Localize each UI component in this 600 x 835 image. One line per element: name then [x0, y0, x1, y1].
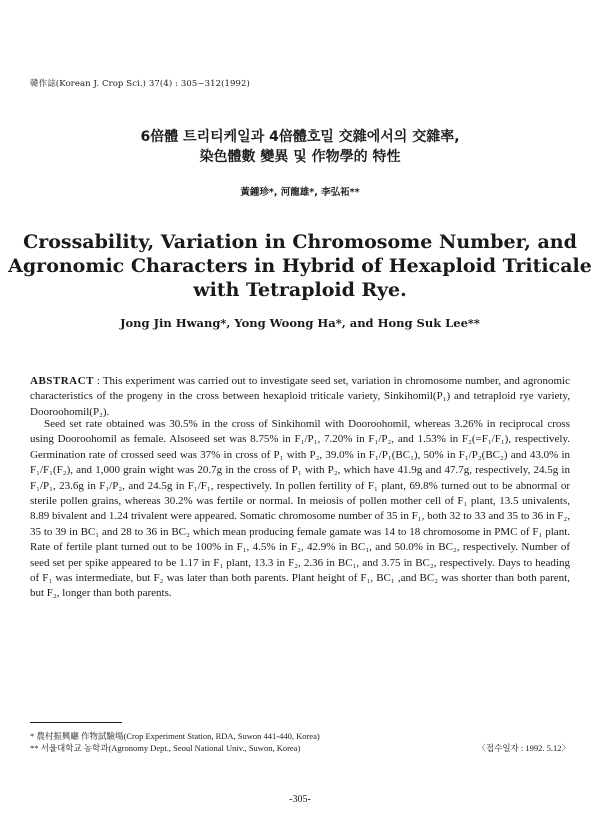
english-authors: Jong Jin Hwang*, Yong Woong Ha*, and Hong Suk Lee** — [120, 316, 480, 330]
korean-title-line-2: 染色體數 變異 및 作物學的 特性 — [199, 149, 401, 165]
footnote-2: ** 서울대학교 농학과(Agronomy Dept., Seoul National Univ., Suwon, Korea) — [30, 743, 301, 753]
abstract-paragraph — [30, 374, 570, 420]
received-date: 〈접수일자 : 1992. 5.12〉 — [477, 743, 570, 753]
footnote-1: * 農村振興廳 作物試驗場(Crop Experiment Station, RDA, Suwon 441-440, Korea) — [30, 731, 320, 741]
korean-authors: 黃鍾珍*, 河龍雄*, 李弘祏** — [240, 187, 360, 198]
page-number: -305- — [289, 794, 311, 805]
body-paragraph: Seed set rate obtained was 30.5% in the cross of Sinkihomil with Dooroohomil, whereas 3.26% in reciprocal cross using Dooroohomil as female. Alsoseed set was 8.75% in F₁/P₁, 7.20% in F₁/P₂, and 1.53% in F₂(=F₁/F₁), respectively. Germination rate of crossed seed was 37% in cross of P₁ with P₂, 39.0% in F₁/P₁(BC₁), 50% in F₁/P₂(BC₂) and 43.0% in F₁/F₁(F₂), and 1,000 grain wight was 20.7g in the cross of P₁ with P₂, which have 41.9g and 47.7g, respectively, 24.5g in F₁/P₁, 23.6g in F₁/P₂, and 24.5g in F₁/F₁, respectively. In pollen fertility of F₁ plant, 69.8% turned out to be abnormal or sterile pollen grains, whereas 30.2% was fertile or normal. In meiosis of pollen mother cell of F₁ plant, 13.5 univalents, 8.89 bivalent and 1.24 trivalent were appeared. Somatic chromosome number of 35 in F₁, both 32 to 33 and 35 to 36 in F₂, 35 to 39 in BC₁ and 28 to 36 in BC₂ which mean producing female gamate was 14 to 18 chromosome in PMC of F₁ plant. Rate of fertile plant turned out to be 100% in F₁, 4.5% in F₂, 42.9% in BC₁, and 50.0% in BC₂, respectively. Number of seed set per spike appeared to be 1.17 in F₁ plant, 13.3 in F₂, 2.36 in BC₁, and 3.75 in BC₂, respectively. Days to heading of F₁ was intermediate, but F₂ was later than both parents. Plant height of F₁, BC₁ ,and BC₂ was shorter than both parent, but F₂, longer than both parents. — [30, 418, 570, 600]
english-title-line-2: Agronomic Characters in Hybrid of Hexaploid Triticale — [8, 255, 592, 277]
abstract-text: : This experiment was carried out to investigate seed set, variation in chromosome number, and agronomic characteristics of the progeny in the cross between hexaploid triticale variety, Sinkihomil(P₁) and tetraploid rye variety, Dooroohomil(P₂). — [30, 375, 570, 418]
korean-title-line-1: 6倍體 트리티케일과 4倍體호밀 交雜에서의 交雜率, — [140, 129, 460, 145]
english-title-line-1: Crossability, Variation in Chromosome Number, and — [23, 231, 577, 253]
footnote-divider — [30, 722, 122, 723]
english-title-line-3: with Tetraploid Rye. — [193, 279, 407, 301]
abstract-label: ABSTRACT — [30, 375, 94, 387]
journal-reference: 韓作誌(Korean J. Crop Sci.) 37(4) : 305~312(1992) — [30, 79, 250, 89]
